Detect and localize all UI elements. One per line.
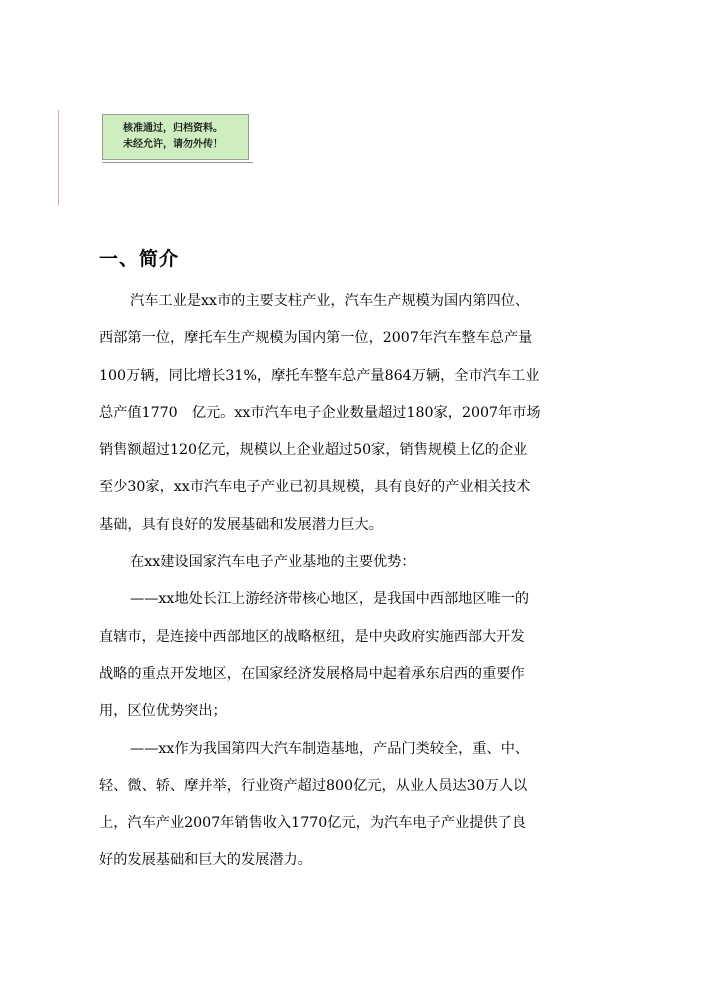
archive-stamp <box>102 114 249 160</box>
text-line: 上，汽车产业2007年销售收入1770亿元，为汽车电子产业提供了良 <box>99 815 526 832</box>
text-line: 总产值1770 亿元。xx市汽车电子企业数量超过180家，2007年市场 <box>99 404 541 421</box>
text-line: 在xx建设国家汽车电子产业基地的主要优势： <box>130 554 416 571</box>
text-line: 销售额超过120亿元，规模以上企业超过50家，销售规模上亿的企业 <box>99 442 528 459</box>
text-line: 直辖市，是连接中西部地区的战略枢纽，是中央政府实施西部大开发 <box>99 628 525 645</box>
stamp-underline <box>102 162 253 163</box>
paragraph-location-advantage <box>99 581 619 730</box>
text-line: 汽车工业是xx市的主要支柱产业，汽车生产规模为国内第四位、 <box>130 293 530 309</box>
text-line: ——xx作为我国第四大汽车制造基地，产品门类较全，重、中、 <box>130 740 530 757</box>
paragraph-intro <box>99 283 619 544</box>
text-line: 西部第一位，摩托车生产规模为国内第一位，2007年汽车整车总产量 <box>99 330 533 347</box>
text-line: 100万辆，同比增长31%，摩托车整车总产量864万辆，全市汽车工业 <box>99 367 540 384</box>
margin-rule <box>58 110 59 205</box>
text-line: 好的发展基础和巨大的发展潜力。 <box>99 852 312 869</box>
paragraph-advantages-intro <box>99 544 619 581</box>
text-line: 基础，具有良好的发展基础和发展潜力巨大。 <box>99 516 383 533</box>
stamp-line-1: 核准通过，归档资料。 <box>123 123 223 134</box>
paragraph-industry-advantage <box>99 731 619 880</box>
text-line: 至少30家，xx市汽车电子产业已初具规模，具有良好的产业相关技术 <box>99 479 531 496</box>
stamp-line-2: 未经允许，请勿外传！ <box>123 139 223 150</box>
text-line: 战略的重点开发地区，在国家经济发展格局中起着承东启西的重要作 <box>99 665 525 682</box>
document-body <box>99 283 619 880</box>
text-line: 用，区位优势突出； <box>99 703 227 720</box>
text-line: ——xx地处长江上游经济带核心地区，是我国中西部地区唯一的 <box>130 591 530 608</box>
text-line: 轻、微、轿、摩并举，行业资产超过800亿元，从业人员达30万人以 <box>99 777 528 794</box>
section-heading: 一、简介 <box>99 248 180 270</box>
